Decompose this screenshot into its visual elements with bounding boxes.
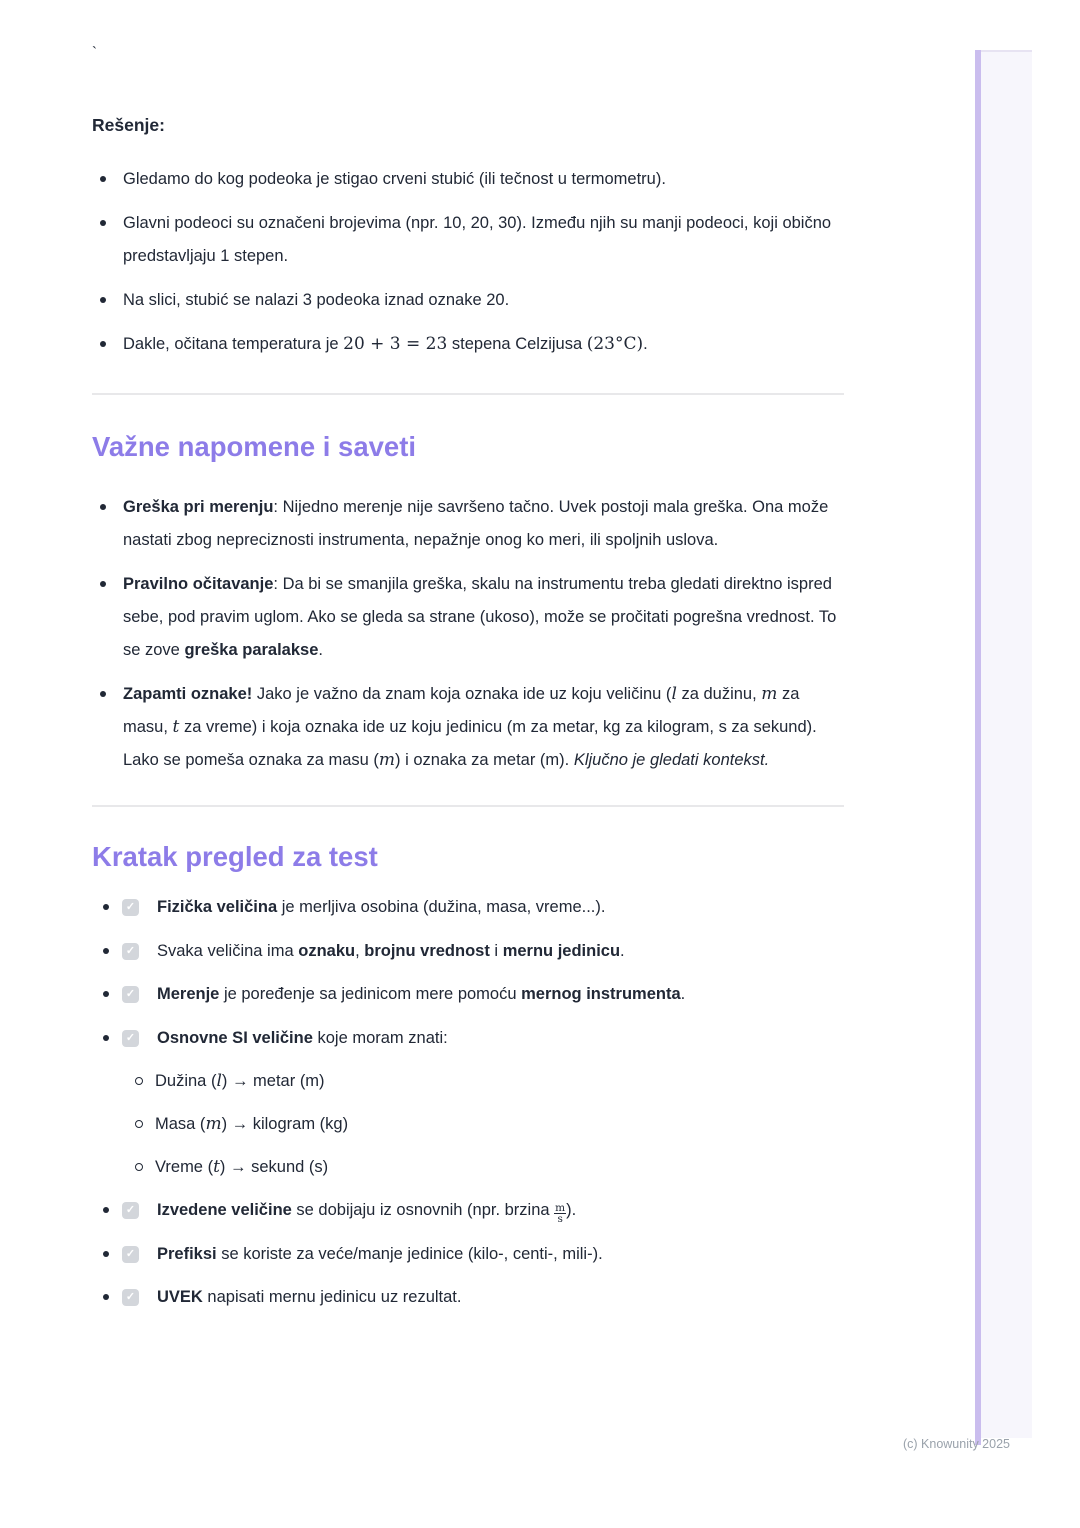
circle-bullet-icon [135,1163,143,1171]
text-segment: se dobijaju iz osnovnih (npr. brzina [291,1201,555,1219]
text-segment: i [489,941,503,960]
checkbox-checked-icon: ✓ [122,1289,139,1306]
bullet-icon [100,341,106,347]
text-segment: se koriste za veće/manje jedinice (kilo-, centi-, mili-). [216,1244,603,1263]
text-segment: je merljiva osobina (dužina, masa, vreme...). [277,898,606,916]
checklist-item [92,935,844,968]
text-segment: Fizička veličina [157,898,278,916]
sub-list [157,1065,844,1184]
text-segment: mernog instrumenta [521,985,681,1003]
text-segment: Pravilno očitavanje [123,575,274,593]
checkbox-checked-icon: ✓ [122,1030,139,1047]
checklist-item [92,1194,844,1227]
text-segment: m [378,750,396,770]
bullet-icon [100,297,106,303]
text-segment: ) → sekund (s) [219,1157,329,1176]
text-segment: t [213,1156,220,1177]
bullet-icon [100,220,106,226]
bullet-icon [103,1207,109,1213]
text-segment: oznaku [298,941,356,960]
text-segment: Svaka veličina ima [157,941,299,960]
text-segment: . [318,641,323,659]
text-segment: mernu jedinicu [502,941,621,960]
checkbox-checked-icon: ✓ [122,986,139,1003]
checklist-item [92,978,844,1011]
text-segment: : Da bi se smanjila greška, skalu na instrumentu treba gledati direktno ispred sebe, pod pravim uglom. Ako se gleda sa strane (ukoso), može se pročitati pogrešna vrednost. To se zove [123,575,837,659]
text-segment: za vreme) i koja oznaka ide uz koju jedinicu (m za metar, kg za kilogram, s za sekund). Lako se pomeša oznaka za masu ( [123,718,817,769]
sub-list-item [92,1065,844,1098]
text-segment: 20 + 3 = 23 [343,334,448,354]
bullet-icon [100,504,106,510]
text-segment: Prefiksi [157,1244,217,1263]
text-segment: l [671,684,677,704]
text-segment: Gledamo do kog podeoka je stigao crveni stubić (ili tečnost u termometru). [123,170,666,188]
text-segment: Dakle, očitana temperatura je [123,335,344,353]
text-segment: ) i oznaka za metar (m). [395,751,574,769]
circle-bullet-icon [135,1120,143,1128]
right-rail-panel [981,50,1032,1438]
text-segment: m [205,1113,222,1134]
list-item [92,284,844,317]
text-segment: Masa ( [155,1114,206,1133]
text-segment: Merenje [157,985,220,1003]
text-segment: Izvedene veličine [157,1201,292,1219]
text-segment: Osnovne SI veličine [157,1028,313,1047]
checkbox-checked-icon: ✓ [122,1246,139,1263]
checklist-item [92,891,844,924]
text-segment: t [172,717,180,737]
checkbox-checked-icon: ✓ [122,943,139,960]
text-segment: Na slici, stubić se nalazi 3 podeoka iznad oznake 20. [123,291,510,309]
text-segment: greška paralakse [184,641,319,659]
text-segment: ) → kilogram (kg) [221,1114,349,1133]
fraction-icon: $\frac{m}{s}$ [555,1202,566,1225]
checklist-item [92,1281,844,1314]
checkbox-checked-icon: ✓ [122,1202,139,1219]
text-segment: l [216,1070,222,1091]
bullet-icon [103,1294,109,1300]
bullet-icon [103,1035,109,1041]
text-segment: (23°C) [586,334,644,354]
list-item [92,207,844,273]
bullet-icon [103,948,109,954]
notes-list [92,491,844,777]
copyright-notice: (c) Knowunity 2025 [902,1437,1010,1451]
list-item [92,491,844,557]
text-segment: Glavni podeoci su označeni brojevima (npr. 10, 20, 30). Između njih su manji podeoci, koji obično predstavljaju 1 stepen. [123,214,832,265]
review-checklist [92,891,844,1314]
stray-backtick: ` [92,44,97,61]
solution-list [92,163,844,361]
text-segment: brojnu vrednost [364,941,490,960]
text-segment: : Nijedno merenje nije savršeno tačno. Uvek postoji mala greška. Ona može nastati zbog nepreciznosti instrumenta, nepažnje onog ko meri, ili spoljnih uslova. [123,498,829,549]
text-segment: m [761,684,778,704]
text-segment: . [643,335,648,353]
bullet-icon [100,176,106,182]
text-segment: Greška pri merenju [123,498,274,516]
sub-list-item [92,1108,844,1141]
text-segment: je poređenje sa jedinicom mere pomoću [219,985,522,1003]
text-segment: koje moram znati: [312,1028,448,1047]
text-segment: Jako je važno da znam koja oznaka ide uz koju veličinu ( [252,685,672,703]
text-segment: ) → metar (m) [221,1071,325,1090]
text-segment: UVEK [157,1288,203,1306]
checklist-item [92,1022,844,1184]
text-segment: . [680,985,686,1003]
checklist-item [92,1238,844,1271]
bullet-icon [100,581,106,587]
document-content [92,0,844,1314]
sub-list-item [92,1151,844,1184]
text-segment: Dužina ( [155,1071,217,1090]
divider [92,393,844,395]
bullet-icon [100,691,106,697]
text-segment: stepena Celzijusa [447,335,587,353]
list-item [92,678,844,777]
text-segment: Vreme ( [155,1157,214,1176]
text-segment: za masu, [123,685,800,736]
text-segment: , [355,941,365,960]
circle-bullet-icon [135,1077,143,1085]
list-item [92,163,844,196]
text-segment: . [620,941,625,960]
list-item [92,328,844,361]
bullet-icon [103,904,109,910]
text-segment: ). [566,1201,577,1219]
text-segment: Zapamti oznake! [123,685,253,703]
text-segment: napisati mernu jedinicu uz rezultat. [202,1288,462,1306]
list-item [92,568,844,667]
solution-heading: Rešenje: [92,115,165,135]
bullet-icon [103,1251,109,1257]
review-heading: Kratak pregled za test [92,841,378,872]
divider [92,805,844,807]
bullet-icon [103,991,109,997]
notes-heading: Važne napomene i saveti [92,431,417,462]
text-segment: za dužinu, [676,685,762,703]
checkbox-checked-icon: ✓ [122,899,139,916]
text-segment: Ključno je gledati kontekst. [573,751,770,769]
